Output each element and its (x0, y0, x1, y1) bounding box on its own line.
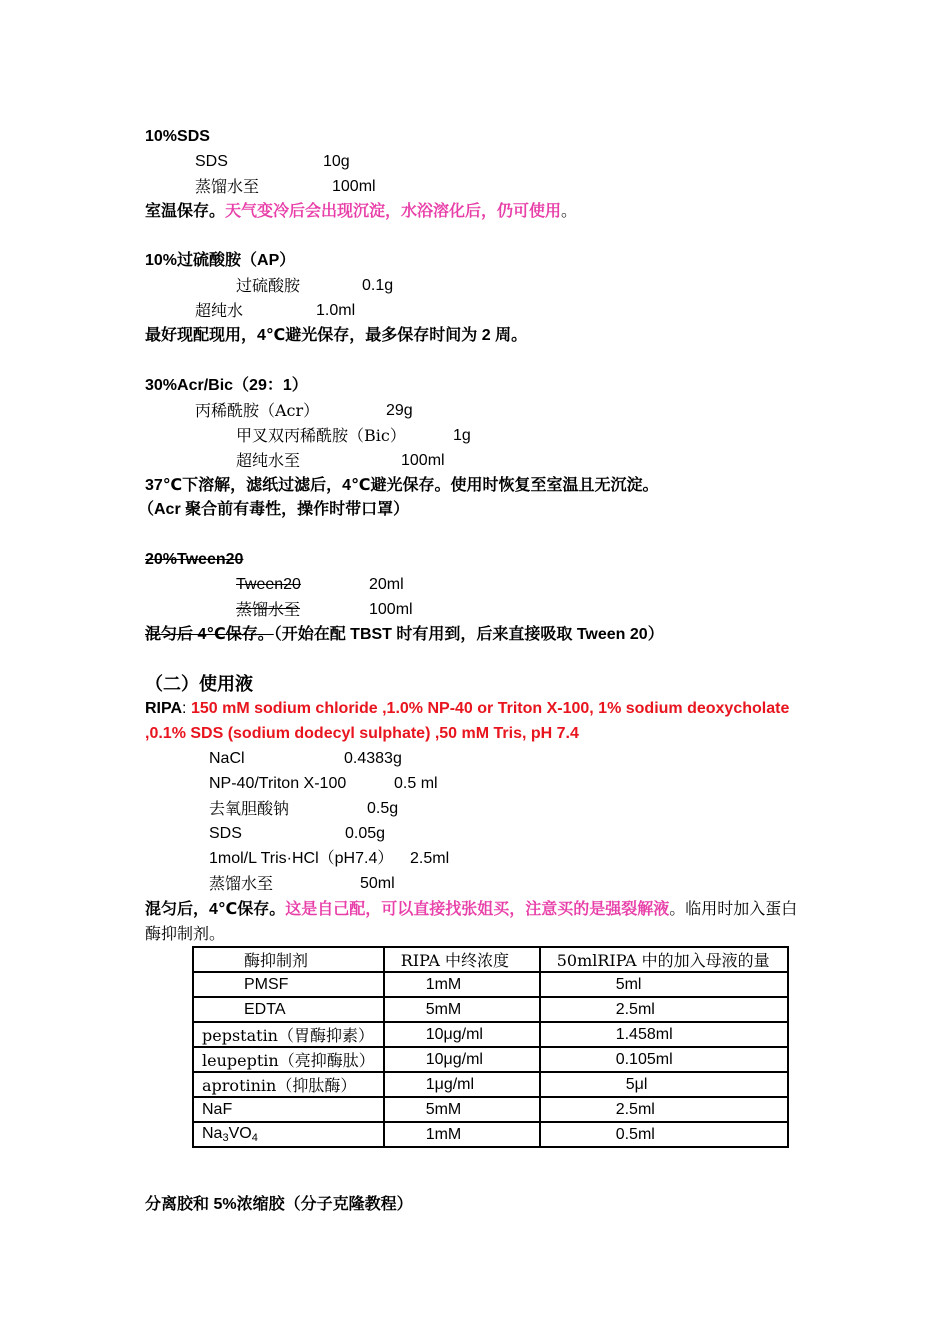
ripa-row-amount: 0.4383g (344, 750, 402, 767)
table-row (193, 997, 788, 1022)
table-row (193, 1122, 788, 1147)
table-cell: 5μl (540, 1072, 788, 1097)
sds-row-name: 蒸馏水至 (195, 177, 260, 196)
ripa-composition: 150 mM sodium chloride ,1.0% NP-40 or Triton X-100, 1% sodium deoxycholate (190, 700, 790, 717)
table-cell: 1mM (384, 1122, 540, 1147)
ripa-label: RIPA (145, 700, 183, 717)
section-title: （二）使用液 (145, 674, 253, 694)
acr-warning: （Acr 聚合前有毒性，操作时带口罩） (138, 501, 410, 518)
inhibitor-table (192, 946, 789, 1148)
tween-storage-struck: 混匀后 4℃保存。 (145, 626, 274, 643)
tween-storage-note: （开始在配 TBST 时有用到，后来直接吸取 Tween 20） (273, 626, 664, 643)
tween-title: 20%Tween20 (145, 551, 244, 568)
table-cell: leupeptin（亮抑酶肽） (193, 1047, 384, 1072)
ap-storage: 最好现配现用，4℃避光保存，最多保存时间为 2 周。 (145, 327, 528, 344)
formula-part: VO (228, 1125, 252, 1142)
footer-title: 分离胶和 5%浓缩胶（分子克隆教程） (145, 1196, 413, 1213)
table-cell: 5mM (384, 997, 540, 1022)
table-cell: 1mM (384, 972, 540, 997)
ripa-row-name: NaCl (209, 750, 245, 767)
table-header-cell: 酶抑制剂 (193, 947, 384, 972)
table-cell: aprotinin（抑肽酶） (193, 1072, 384, 1097)
tween-storage-line (145, 625, 664, 645)
ap-row-name: 超纯水 (195, 301, 244, 320)
acr-title: 30%Acr/Bic（29：1） (145, 377, 308, 394)
tween-row-amount: 100ml (369, 601, 413, 618)
tween-row-amount: 20ml (369, 576, 404, 593)
ripa-row-amount: 0.5g (367, 800, 399, 817)
table-cell: PMSF (193, 972, 384, 997)
ripa-row-amount: 0.05g (345, 825, 386, 842)
tween-row (236, 575, 406, 595)
ripa-composition-line (145, 699, 789, 719)
acr-row-name: 甲叉双丙稀酰胺（Bic） (236, 426, 406, 445)
table-cell: 0.105ml (540, 1047, 788, 1072)
acr-row-amount: 1g (453, 427, 471, 444)
sds-row-amount: 10g (323, 153, 350, 170)
ap-row-name: 过硫酸胺 (236, 276, 301, 295)
acr-row-amount: 100ml (401, 452, 445, 469)
table-row (193, 1072, 788, 1097)
table-header-cell: 50mlRIPA 中的加入母液的量 (540, 947, 788, 972)
tween-row-name: 蒸馏水至 (236, 600, 301, 619)
ripa-row-name: NP-40/Triton X-100 (209, 775, 347, 792)
table-cell: NaF (193, 1097, 384, 1122)
formula-subscript: 3 (222, 1132, 229, 1144)
sds-row-amount: 100ml (332, 178, 376, 195)
acr-row-amount: 29g (386, 402, 413, 419)
acr-row-name: 超纯水至 (236, 451, 301, 470)
ripa-composition: ,0.1% SDS (sodium dodecyl sulphate) ,50 mM Tris, pH 7.4 (145, 725, 579, 742)
table-header-cell: RIPA 中终浓度 (384, 947, 540, 972)
table-row (193, 1022, 788, 1047)
ripa-colon: : (182, 700, 187, 717)
sds-note: 天气变冷后会出现沉淀，水浴溶化后，仍可使用 (225, 203, 562, 220)
acr-row-name: 丙稀酰胺（Acr） (195, 401, 320, 420)
ap-row-amount: 1.0ml (316, 302, 356, 319)
table-cell: 5mM (384, 1097, 540, 1122)
ripa-after-note: 。临用时加入蛋白 (669, 899, 798, 918)
formula-part: Na (202, 1125, 223, 1142)
table-cell: 0.5ml (540, 1122, 788, 1147)
table-header-row (193, 947, 788, 972)
sds-storage-line (145, 202, 577, 222)
table-row (193, 1097, 788, 1122)
ripa-row-name: 去氧胆酸钠 (209, 799, 290, 818)
table-cell: pepstatin（胃酶抑素） (193, 1022, 384, 1047)
ripa-row-amount: 0.5 ml (394, 775, 438, 792)
sds-row-name: SDS (195, 153, 228, 170)
ripa-storage: 混匀后，4℃保存。 (145, 901, 286, 918)
table-cell: 2.5ml (540, 997, 788, 1022)
table-row (193, 1047, 788, 1072)
ripa-storage-line (145, 899, 797, 920)
ripa-row-amount: 50ml (360, 875, 395, 892)
table-cell: EDTA (193, 997, 384, 1022)
table-cell (193, 1122, 384, 1147)
sds-storage: 室温保存。 (145, 203, 226, 220)
tween-row (236, 600, 414, 621)
sds-note-end: 。 (561, 203, 578, 220)
ripa-after-note: 酶抑制剂。 (145, 924, 226, 943)
tween-row-name: Tween20 (236, 576, 301, 593)
ripa-row-amount: 2.5ml (410, 850, 450, 867)
ap-row-amount: 0.1g (362, 277, 394, 294)
table-cell: 1μg/ml (384, 1072, 540, 1097)
ap-title: 10%过硫酸胺（AP） (145, 252, 296, 269)
ripa-note: 这是自己配，可以直接找张姐买，注意买的是强裂解液 (285, 901, 670, 918)
acr-storage: 37℃下溶解，滤纸过滤后，4℃避光保存。使用时恢复至室温且无沉淀。 (145, 477, 659, 494)
table-cell: 10μg/ml (384, 1047, 540, 1072)
table-cell: 5ml (540, 972, 788, 997)
table-row (193, 972, 788, 997)
table-cell: 10μg/ml (384, 1022, 540, 1047)
formula-subscript: 4 (251, 1132, 258, 1144)
table-cell: 2.5ml (540, 1097, 788, 1122)
sds-title: 10%SDS (145, 128, 210, 145)
table-cell: 1.458ml (540, 1022, 788, 1047)
ripa-row-name: 1mol/L Tris·HCl（pH7.4） (209, 850, 394, 867)
ripa-row-name: 蒸馏水至 (209, 874, 274, 893)
ripa-row-name: SDS (209, 825, 242, 842)
